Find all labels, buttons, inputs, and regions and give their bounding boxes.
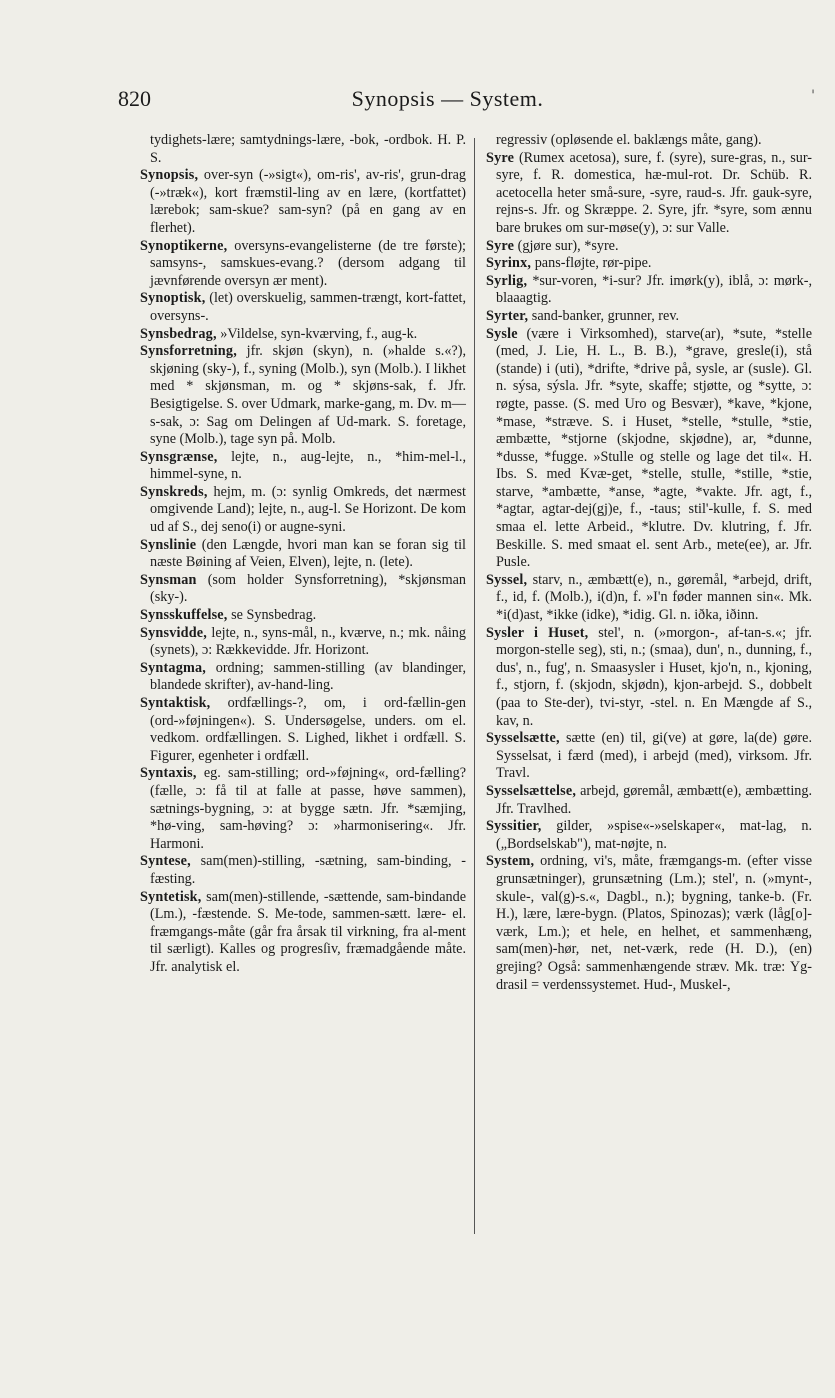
dictionary-entry (140, 449, 466, 484)
page-title: Synopsis — System. (351, 86, 544, 111)
entry-text: »Vildelse, syn-kværving, f., aug-k. (216, 325, 418, 342)
entry-text: (Rumex acetosa), sure, f. (syre), sure-gras, n., sur-syre, f. R. domestica, hæ-mul-rot. Dr. Schüb. R. acetocella heter små-sure, -syre, raud-s. Jfr. gauk-syre, rejns-s. Jfr. og Skræppe. 2. Syre, jfr. *syre, som ænnu bare brukes om sur-møse(y), ɔ: sur Valle. (496, 149, 812, 236)
entry-headword: Syntetisk, (140, 888, 202, 905)
entry-headword: Syre (486, 149, 515, 166)
dictionary-entry (486, 238, 812, 256)
entry-headword: Sysselsættelse, (486, 782, 577, 799)
entry-headword: Sysselsætte, (486, 730, 560, 747)
dictionary-entry (486, 818, 812, 853)
entry-headword: Syntagma, (140, 659, 207, 676)
dictionary-entry (140, 695, 466, 765)
right-column (486, 132, 812, 994)
entry-text: (være i Virksomhed), starve(ar), *sute, *stelle (med, J. Lie, H. L., B. B.), *grave, gresle(i), stå (stande) i (uti), *drifte, *drive på, sysle, ar (susle). Gl. n. sýsa, sýsla. Jfr. *syte, skaffe; stjøtte, og *sytte, ɔ: røgte, passe. (S. med Uro og Besvær), *kave, *kjone, *mase, *stræve. S. i Huset, *stelle, *stulle, *stie, æmbætte, *stjorne (skjodne, skjødne), ar, *dunne, *dusse, *fugge. »Stulle og stelle og lage det til«. H. Ibs. S. med Kvæ-get, *stelle, stulle, *stille, *stie, starve, *ambætte, *anse, *agte, *vakte. Jfr. agt, f., *agtar, agtar-dej(gj)e, f., -taus; stil'-kulle, f. S. med smaa el. lette Arbeid., *klutre. Dv. klutring, f. Jfr. Beskille. S. med smaat el. sent Arb., mete(ee), ar. Jfr. Pusle. (496, 325, 812, 571)
entry-text: ordfællings-?, om, i ord-fællin-gen (ord-»føjningen«). S. Undersøgelse, unders. om el. vedkom. ordfællingen. S. Lighed, likhet i ordfæll. S. Figurer, egenheter i ordfæll. (150, 695, 466, 764)
entry-headword: Synskreds, (140, 483, 208, 500)
dictionary-entry (486, 273, 812, 308)
entry-text: stel', n. (»morgon-, af-tan-s.«; jfr. morgon-stelle seg), sti, n.; (smaa), dun', n., dunning, f., dus', n., fug', n. Smaasysler i Huset, kjo'n, n., kjoning, f., stjorn, f. (skjodn, skjødn), kjon-arbejd. S., dobbelt (paa to Ste-der), tvi-styr, -stel. n. En Mængde af S., kav, n. (496, 624, 812, 729)
page-number: 820 (118, 86, 151, 111)
entry-text: (let) overskuelig, sammen-trængt, kort-fattet, oversyns-. (150, 290, 466, 324)
dictionary-entry (140, 167, 466, 237)
page-header (118, 86, 777, 120)
corner-mark: ' (811, 88, 815, 104)
entry-headword: Synsman (140, 571, 197, 588)
entry-headword: Syrter, (486, 307, 529, 324)
entry-headword: Synsvidde, (140, 624, 208, 641)
entry-headword: Synsbedrag, (140, 325, 217, 342)
dictionary-entry (486, 326, 812, 572)
entry-text: *sur-voren, *i-sur? Jfr. imørk(y), iblå, ɔ: mørk-, blaaagtig. (496, 272, 812, 307)
entry-text: eg. sam-stilling; ord-»føjning«, ord-fælling? (fælle, ɔ: få til at falle at passe, høve sammen), sætnings-bygning, ɔ: at bygge sætn. Jfr. *sæmjing, *hø-ving, sam-høving? ɔ: »harmonisering«. Jfr. Harmoni. (150, 765, 466, 852)
dictionary-entry (140, 889, 466, 977)
dictionary-entry (140, 343, 466, 449)
dictionary-entry (486, 255, 812, 273)
entry-headword: Syntese, (140, 853, 191, 870)
dictionary-entry (486, 730, 812, 783)
dictionary-entry (486, 572, 812, 625)
entry-text: ordning; sammen-stilling (av blandinger, blandede skrifter), av-hand-ling. (150, 659, 466, 694)
entry-text: sætte (en) til, gi(ve) at gøre, la(de) gøre. Sysselsat, i færd (med), i arbejd (med), virksom. Jfr. Travl. (496, 730, 812, 782)
dictionary-entry (486, 150, 812, 238)
entry-text: sam(men)-stilling, -sætning, sam-binding, -fæsting. (150, 853, 466, 887)
dictionary-entry (140, 765, 466, 853)
dictionary-entry (486, 783, 812, 818)
dictionary-entry (486, 625, 812, 731)
dictionary-entry (486, 308, 812, 326)
dictionary-entry (140, 326, 466, 344)
entry-headword: Syssel, (486, 571, 528, 588)
dictionary-entry (140, 607, 466, 625)
dictionary-entry (140, 484, 466, 537)
entry-text: lejte, n., syns-mål, n., kværve, n.; mk. nåing (synets), ɔ: Rækkevidde. Jfr. Horizont. (150, 624, 466, 659)
entry-headword: Sysler i Huset, (486, 624, 589, 641)
entry-headword: Syntaxis, (140, 765, 197, 782)
entry-text: lejte, n., aug-lejte, n., *him-mel-l., himmel-syne, n. (150, 448, 466, 483)
entry-text: pans-fløjte, rør-pipe. (531, 255, 652, 272)
entry-text: sand-banker, grunner, rev. (528, 307, 680, 324)
entry-text: tydighets-lære; samtydnings-lære, -bok, -ordbok. H. P. S. (150, 132, 466, 166)
entry-headword: Synslinie (140, 536, 197, 553)
entry-text: hejm, m. (ɔ: synlig Omkreds, det nærmest omgivende Land); lejte, n., aug-l. Se Horizont. De kom ud af S., dej seno(i) or augne-syni. (150, 483, 466, 536)
column-divider (474, 138, 475, 1234)
entry-text: (som holder Synsforretning), *skjønsman (sky-). (150, 571, 466, 606)
entry-headword: System, (486, 853, 535, 870)
dictionary-entry (140, 132, 466, 167)
dictionary-entry (140, 290, 466, 325)
entry-headword: Synsskuffelse, (140, 607, 228, 624)
entry-headword: Sysle (486, 325, 518, 342)
entry-text: sam(men)-stillende, -sættende, sam-bindande (Lm.), -fæstende. S. Me-tode, sammen-sætt. lære- el. fræmgangs-måte (går fra årsak til virkning, fra al-ment til særligt). Kalles og progresſiv, fræmadgående måte. Jfr. analytisk el. (150, 888, 466, 975)
entry-headword: Syssitier, (486, 818, 542, 835)
entry-text: over-syn (-»sigt«), om-ris', av-ris', grun-drag (-»træk«), kort fræmstil-ling av en lære, (kortfattet) lærebok; sam-skue? sam-syn? (på en gang av en flerhet). (150, 167, 466, 236)
entry-headword: Synopsis, (140, 167, 199, 184)
dictionary-entry (140, 238, 466, 291)
entry-text: jfr. skjøn (skyn), n. (»halde s.«?), skjøning (sky-), f., syning (Molb.), syn (Molb.). I likhet med * skjønsman, m. og * skjøns-sak, f. Jfr. Besigtigelse. S. over Udmark, marke-gang, m. Dv. m—s-sak, ɔ: Sag om Delingen af Ud-mark. S. foretage, syne (Molb.), tage syn på. Molb. (150, 343, 466, 448)
entry-text: oversyns-evangelisterne (de tre første); samsyns-, samskues-evang.? (dersom adgang til jævnførende oversyn ær ment). (150, 237, 466, 289)
dictionary-entry (140, 660, 466, 695)
entry-headword: Syntaktisk, (140, 695, 211, 711)
entry-headword: Synoptisk, (140, 290, 206, 307)
dictionary-entry (486, 132, 812, 150)
entry-headword: Synoptikerne, (140, 237, 228, 254)
dictionary-entry (140, 572, 466, 607)
text-columns (140, 132, 813, 1372)
entry-text: arbejd, gøremål, æmbætt(e), æmbætting. Jfr. Travlhed. (496, 782, 812, 817)
entry-headword: Synsforretning, (140, 343, 237, 360)
entry-text: gilder, »spise«-»selskaper«, mat-lag, n. („Bordselskab"), mat-nøjte, n. (496, 818, 812, 852)
entry-text: se Synsbedrag. (227, 607, 317, 624)
entry-headword: Syre (486, 237, 515, 254)
dictionary-entry (140, 853, 466, 888)
entry-text: starv, n., æmbætt(e), n., gøremål, *arbejd, drift, f., id, f. (Molb.), i(d)n, f. »I'n føder mannen sin«. Mk. *i(d)ast, *ikke (idke), *idig. Gl. n. iðka, iðinn. (496, 571, 812, 624)
dictionary-entry (140, 625, 466, 660)
dictionary-entry (486, 853, 812, 994)
left-column (140, 132, 466, 977)
entry-text: (gjøre sur), *syre. (514, 237, 619, 254)
dictionary-entry (140, 537, 466, 572)
entry-headword: Syrinx, (486, 255, 532, 272)
entry-text: (den Længde, hvori man kan se foran sig til næste Bøining af Veien, Elven), lejte, n. (lete). (150, 536, 466, 571)
entry-text: ordning, vi's, måte, fræmgangs-m. (efter visse grunsætninger), grunsætning (Lm.); stel', n. (»mynt-, skule-, val(g)-s.«, Dagbl., n.); bygning, tanke-b. (Fr. H.), lære, lære-bygn. (Platos, Spinozas); værk (låg[o]-værk, Lm.); et hele, en helhet, et sammenhæng, sam(men)-hør, net, net-værk, rede (H. D.), (en) grejing? Også: sammenhængende stræv. Mk. træ: Yg-drasil = verdenssystemet. Hud-, Muskel-, (496, 853, 812, 993)
entry-headword: Syrlig, (486, 272, 528, 289)
entry-headword: Synsgrænse, (140, 448, 218, 465)
entry-text: regressiv (opløsende el. baklængs måte, gang). (496, 132, 762, 148)
